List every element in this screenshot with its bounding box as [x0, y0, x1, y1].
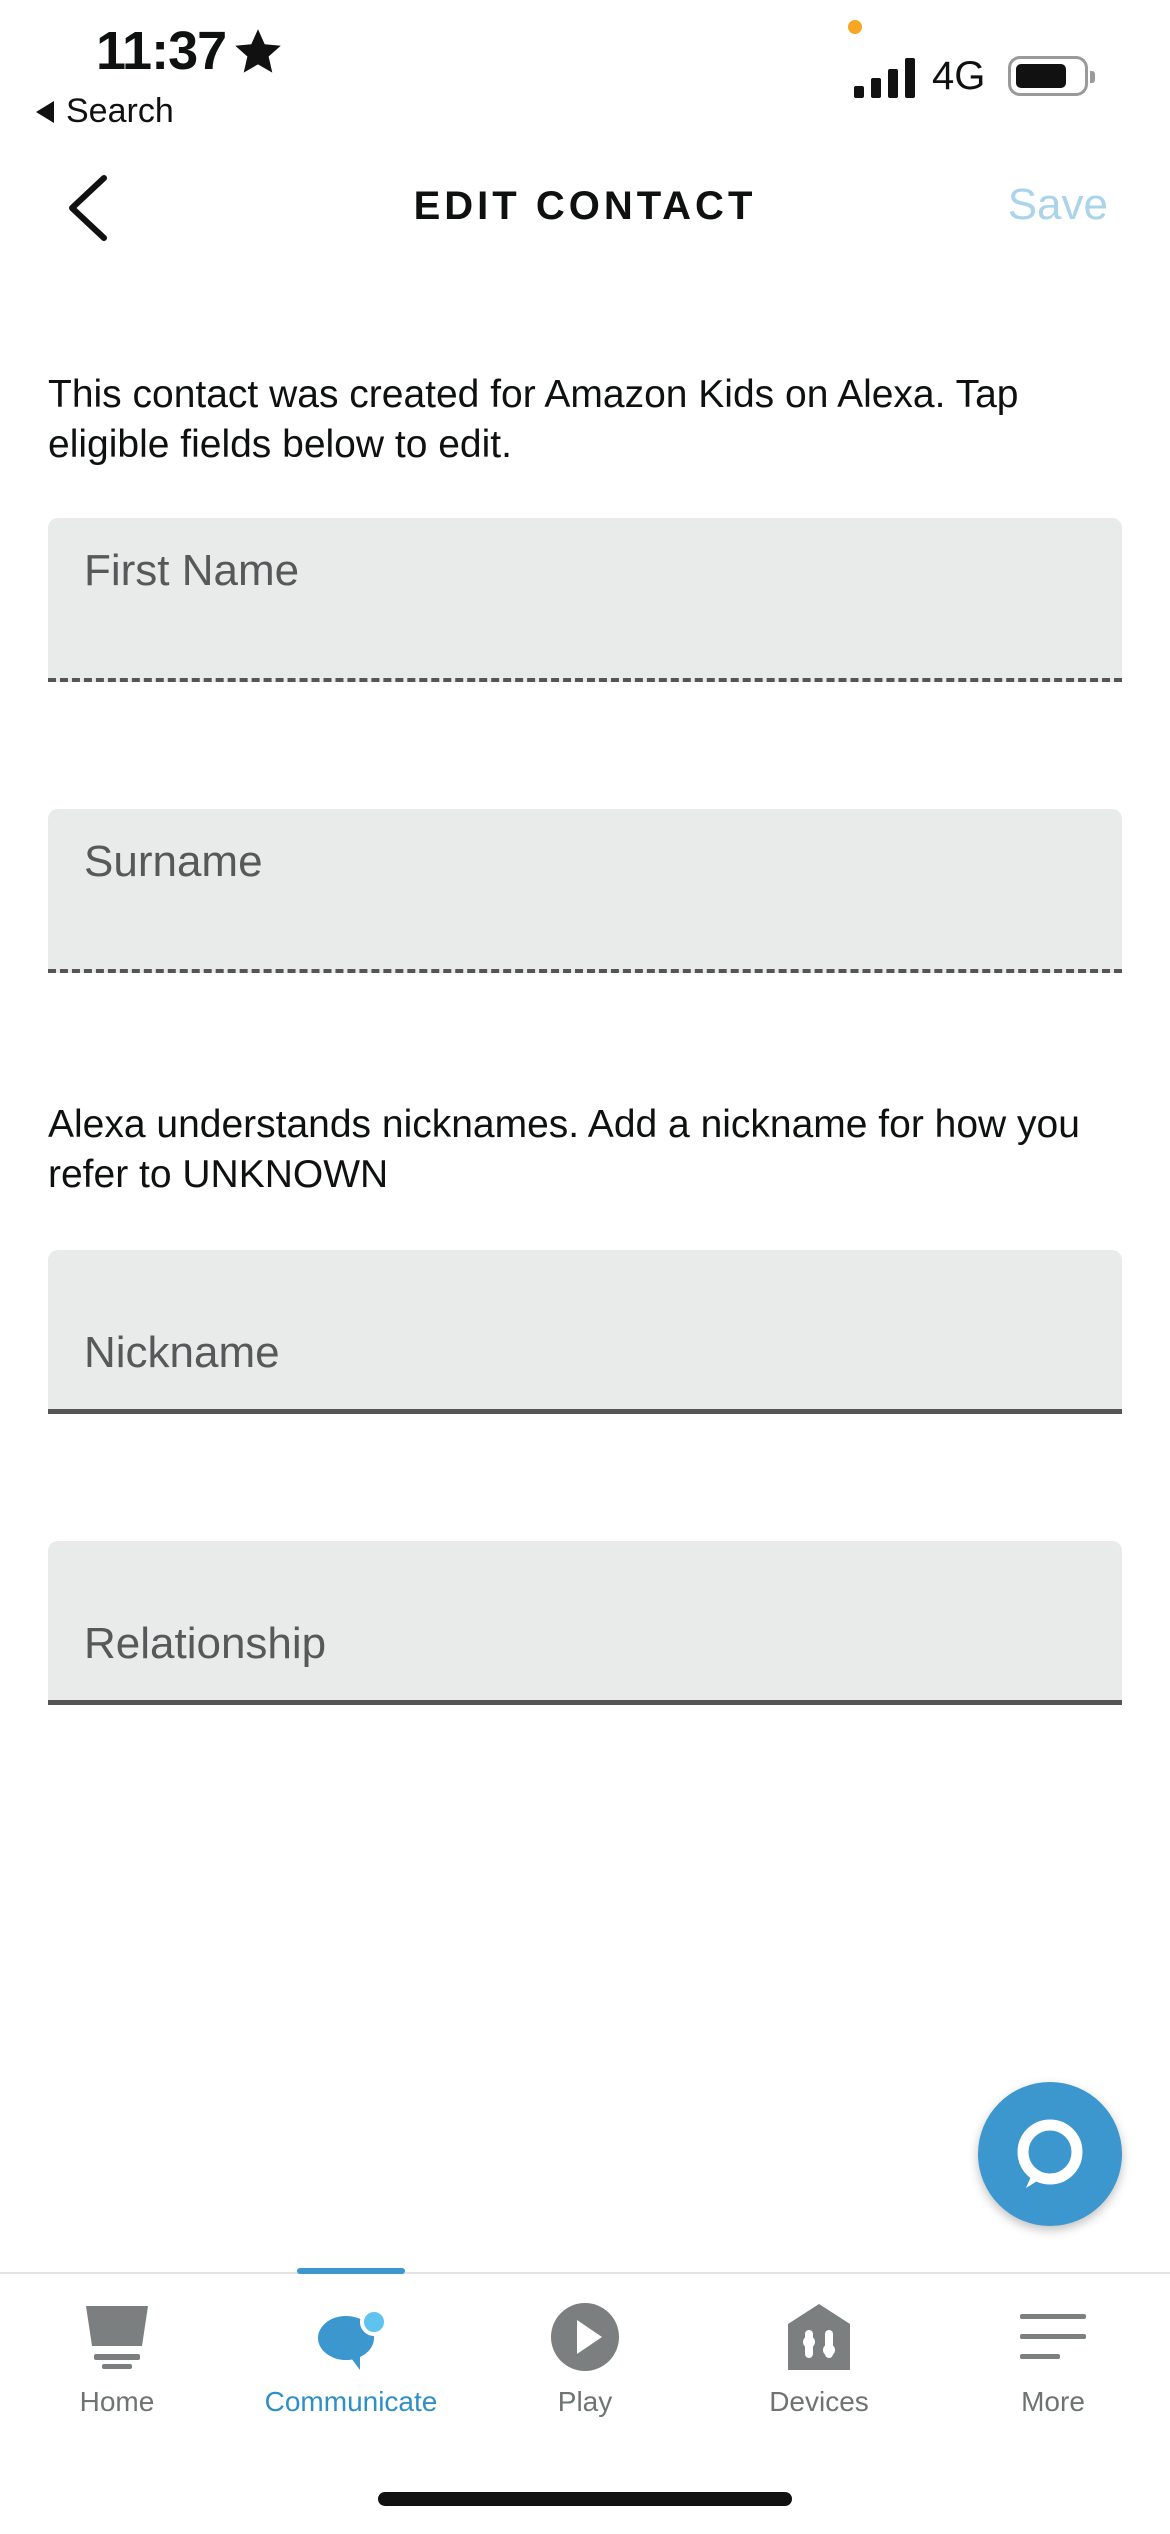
tab-devices-label: Devices: [769, 2386, 869, 2417]
tab-communicate-label: Communicate: [264, 2386, 438, 2417]
relationship-label: Relationship: [84, 1619, 327, 1668]
alexa-voice-button[interactable]: [978, 2082, 1122, 2226]
tab-home[interactable]: [0, 2274, 234, 2454]
home-indicator-bar[interactable]: [378, 2492, 792, 2506]
nickname-input[interactable]: [48, 1250, 1122, 1414]
nickname-label: Nickname: [84, 1328, 280, 1377]
tab-home-label: Home: [79, 2386, 155, 2417]
tab-play[interactable]: [468, 2274, 702, 2454]
back-triangle-icon: [36, 101, 54, 123]
tab-play-label: Play: [557, 2386, 613, 2417]
page-title: EDIT CONTACT: [413, 184, 757, 228]
tab-devices[interactable]: [702, 2274, 936, 2454]
save-button[interactable]: Save: [1007, 180, 1108, 229]
menu-icon: [1018, 2302, 1088, 2372]
cellular-signal-icon: [854, 58, 916, 98]
chat-bubble-icon: [316, 2302, 386, 2372]
battery-icon: [1008, 56, 1088, 96]
tab-more-label: More: [1021, 2386, 1085, 2417]
surname-label: Surname: [84, 837, 263, 886]
nickname-hint-text: Alexa understands nicknames. Add a nickname for how you refer to UNKNOWN: [48, 1103, 1080, 1196]
back-app-label: Search: [66, 92, 174, 130]
status-time: 11:37: [96, 21, 227, 81]
star-icon: [232, 26, 284, 78]
play-icon: [550, 2302, 620, 2372]
home-icon: [82, 2302, 152, 2372]
surname-field[interactable]: [48, 809, 1122, 973]
relationship-input[interactable]: [48, 1541, 1122, 1705]
back-to-app-link[interactable]: [36, 92, 174, 131]
intro-text: This contact was created for Amazon Kids on Alexa. Tap eligible fields below to edit.: [48, 373, 1019, 466]
first-name-label: First Name: [84, 546, 300, 595]
alexa-ring-icon: [1012, 2116, 1088, 2192]
active-tab-indicator: [297, 2268, 405, 2274]
tab-more[interactable]: [936, 2274, 1170, 2454]
privacy-indicator-dot: [848, 20, 862, 34]
tab-communicate[interactable]: [234, 2274, 468, 2454]
devices-icon: [784, 2302, 854, 2372]
network-type: 4G: [932, 54, 986, 98]
first-name-field[interactable]: [48, 518, 1122, 682]
